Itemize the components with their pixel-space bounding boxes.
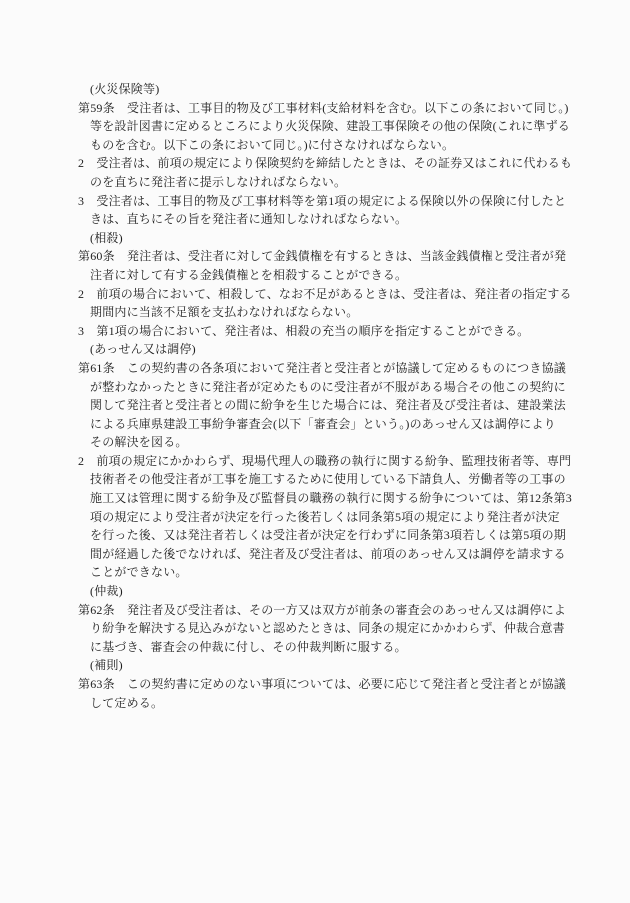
contract-text-block <box>78 80 573 712</box>
text-line: きは、直ちにその旨を発注者に通知しなければならない。 <box>90 212 408 227</box>
text-line: 期間内に当該不足額を支払わなければならない。 <box>90 305 359 320</box>
text-line: を行った後、又は発注者若しくは受注者が決定を行わずに同条第3項若しくは第5項の期 <box>90 528 567 543</box>
section-heading-line: (相殺) <box>90 230 123 245</box>
text-line: 施工又は管理に関する紛争及び監督員の職務の執行に関する紛争については、第12条第3 <box>90 491 572 506</box>
text-line: 技術者その他受注者が工事を施工するために使用している下請負人、労働者等の工事の <box>90 472 566 487</box>
text-line: して定める。 <box>90 695 164 710</box>
text-line: その解決を図る。 <box>90 435 188 450</box>
text-line: ことができない。 <box>90 565 188 580</box>
article-line: 第63条 この契約書に定めのない事項については、必要に応じて発注者と受注者とが協議 <box>78 677 566 691</box>
text-line: 等を設計図書に定めるところにより火災保険、建設工事保険その他の保険(これに準ずる <box>90 119 570 134</box>
clause-line: 2 前項の規定にかかわらず、現場代理人の職務の執行に関する紛争、監理技術者等、専門 <box>78 453 572 468</box>
text-line: 注者に対して有する金銭債権とを相殺することができる。 <box>90 267 408 282</box>
section-heading-line: (補則) <box>90 658 123 673</box>
section-heading-line: (仲裁) <box>90 584 123 599</box>
text-line: に基づき、審査会の仲裁に付し、その仲裁判断に服する。 <box>90 639 407 654</box>
text-line: 間が経過した後でなければ、発注者及び受注者は、前項のあっせん又は調停を請求する <box>90 546 566 561</box>
clause-line: 2 受注者は、前項の規定により保険契約を締結したときは、その証券又はこれに代わるも <box>78 156 573 171</box>
clause-line: 3 第1項の場合において、発注者は、相殺の充当の順序を指定することができる。 <box>78 323 530 338</box>
text-line: が整わなかったときに発注者が定めたものに受注者が不服がある場合その他この契約に <box>90 379 566 394</box>
section-heading-line: (あっせん又は調停) <box>90 342 196 357</box>
text-line: り紛争を解決する見込みがないと認めたときは、同条の規定にかかわらず、仲裁合意書 <box>90 621 565 636</box>
article-line: 第59条 受注者は、工事目的物及び工事材料(支給材料を含む。以下この条において同じ。) <box>78 100 569 115</box>
text-line: 関して発注者と受注者との間に紛争を生じた場合には、発注者及び受注者は、建設業法 <box>90 398 566 413</box>
article-line: 第61条 この契約書の各条項において発注者と受注者とが協議して定めるものにつき協議 <box>78 360 566 375</box>
text-line: ものを含む。以下この条において同じ。)に付さなければならない。 <box>90 137 455 152</box>
article-line: 第60条 発注者は、受注者に対して金銭債権を有するときは、当該金銭債権と受注者が発 <box>78 249 567 264</box>
text-line: による兵庫県建設工事紛争審査会(以下「審査会」という。)のあっせん又は調停により <box>90 416 556 431</box>
text-line: のを直ちに発注者に提示しなければならない。 <box>90 174 347 189</box>
article-line: 第62条 発注者及び受注者は、その一方又は双方が前条の審査会のあっせん又は調停によ <box>78 602 567 617</box>
clause-line: 3 受注者は、工事目的物及び工事材料等を第1項の規定による保険以外の保険に付したと <box>78 193 567 208</box>
section-heading-line: (火災保険等) <box>90 82 160 96</box>
clause-line: 2 前項の場合において、相殺して、なお不足があるときは、受注者は、発注者の指定する <box>78 286 572 301</box>
text-line: 項の規定により受注者が決定を行った後若しくは同条第5項の規定により発注者が決定 <box>90 509 560 524</box>
